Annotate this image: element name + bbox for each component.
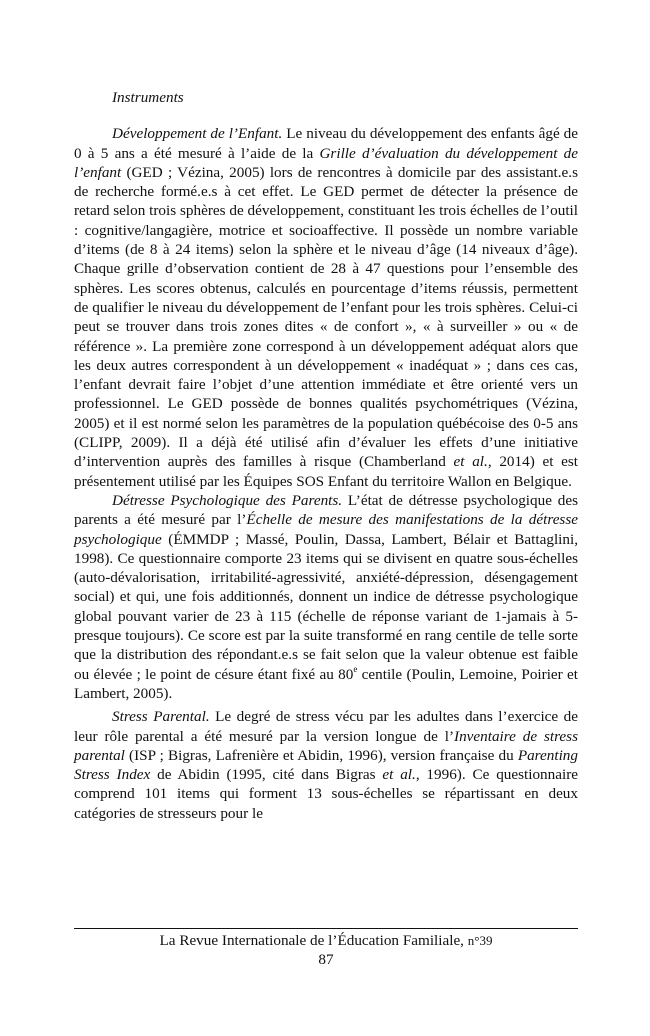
page-number: 87 xyxy=(318,951,334,968)
title-inventaire: Inventaire de stress parental xyxy=(74,727,578,764)
body-text xyxy=(74,88,578,823)
journal-title: La Revue Internationale de l’Éducation Familiale, xyxy=(159,932,468,949)
journal-line xyxy=(74,931,578,950)
subheading-developpement: Développement de l’Enfant. xyxy=(112,125,283,143)
subheading-stress: Stress Parental. xyxy=(112,708,210,726)
title-grille: Grille d’évaluation du développement de l’enfant xyxy=(74,144,578,181)
title-psi: Parenting Stress Index xyxy=(74,746,578,784)
page-footer xyxy=(74,931,578,969)
title-echelle: Échelle de mesure des manifestations de la détresse psychologique xyxy=(74,511,578,548)
issue-number: n°39 xyxy=(467,933,493,948)
paragraph-stress: Stress Parental. Le degré de stress vécu par les adultes dans l’exercice de leur rôle parental a été mesuré par la version longue de l’Inventaire de stress parental (ISP ; Bigras, Lafrenière et Abidin, 1996), version française du Parenting Stress Index de Abidin (1995, cité dans Bigras et al., 1996). Ce questionnaire comprend 101 items qui forment 13 sous-échelles se répartissant en deux catégories de stresseurs pour le xyxy=(74,708,579,822)
footer-divider xyxy=(74,928,578,929)
paragraph-detresse: Détresse Psychologique des Parents. L’état de détresse psychologique des parents a été mesuré par l’Échelle de mesure des manifestations de la détresse psychologique (ÉMMDP ; Massé, Poulin, Dassa, Lambert, Bélair et Battaglini, 1998). Ce questionnaire comporte 23 items qui se divisent en quatre sous-échelles (auto-dévalorisation, irritabilité-agressivité, anxiété-dépression, désengagement social) et qui, une fois additionnés, donnent un indice de détresse psychologique global pouvant varier de 23 à 115 (échelle de réponse variant de 1-jamais à 5-presque toujours). Ce score est par la suite transformé en rang centile de telle sorte que la distribution des répondant.e.s se fait selon que la valeur obtenue est faible ou élevée ; le point de césure étant fixé au 80e centile (Poulin, Lemoine, Poirier et Lambert, 2005). xyxy=(74,491,578,702)
subheading-detresse: Détresse Psychologique des Parents. xyxy=(112,491,343,509)
paragraph-developpement: Développement de l’Enfant. Le niveau du développement des enfants âgé de 0 à 5 ans a été mesuré à l’aide de la Grille d’évaluation du développement de l’enfant (GED ; Vézina, 2005) lors de rencontres à domicile par des assistant.e.s de recherche formé.e.s à cet effet. Le GED permet de détecter la présence de retard selon trois sphères de développement, constituant les trois échelles de l’outil : cognitive/langagière, motrice et socioaffective. Il possède un nombre variable d’items (de 8 à 24 items) selon la sphère et le niveau d’âge (14 niveaux d’âge). Chaque grille d’observation contient de 28 à 47 questions pour l’ensemble des sphères. Les scores obtenus, calculés en pourcentage d’items réussis, permettent de qualifier le niveau du développement de l’enfant pour les trois sphères. Celui-ci peut se trouver dans trois zones dites « de confort », « à surveiller » ou « de référence ». La première zone correspond à un développement adéquat alors que les deux autres correspondent à un développement « inadéquat » ; dans ces cas, l’enfant devrait faire l’objet d’une attention immédiate et être orienté vers un professionnel. Le GED possède de bonnes qualités psychométriques (Vézina, 2005) et il est normé selon les paramètres de la population québécoise des 0-5 ans (CLIPP, 2009). Il a déjà été utilisé afin d’évaluer les effets d’une initiative d’intervention auprès des familles à risque (Chamberland et al., 2014) et est présentement utilisé par les Équipes SOS Enfant du territoire Wallon en Belgique. xyxy=(74,125,578,490)
section-heading: Instruments xyxy=(112,89,184,106)
